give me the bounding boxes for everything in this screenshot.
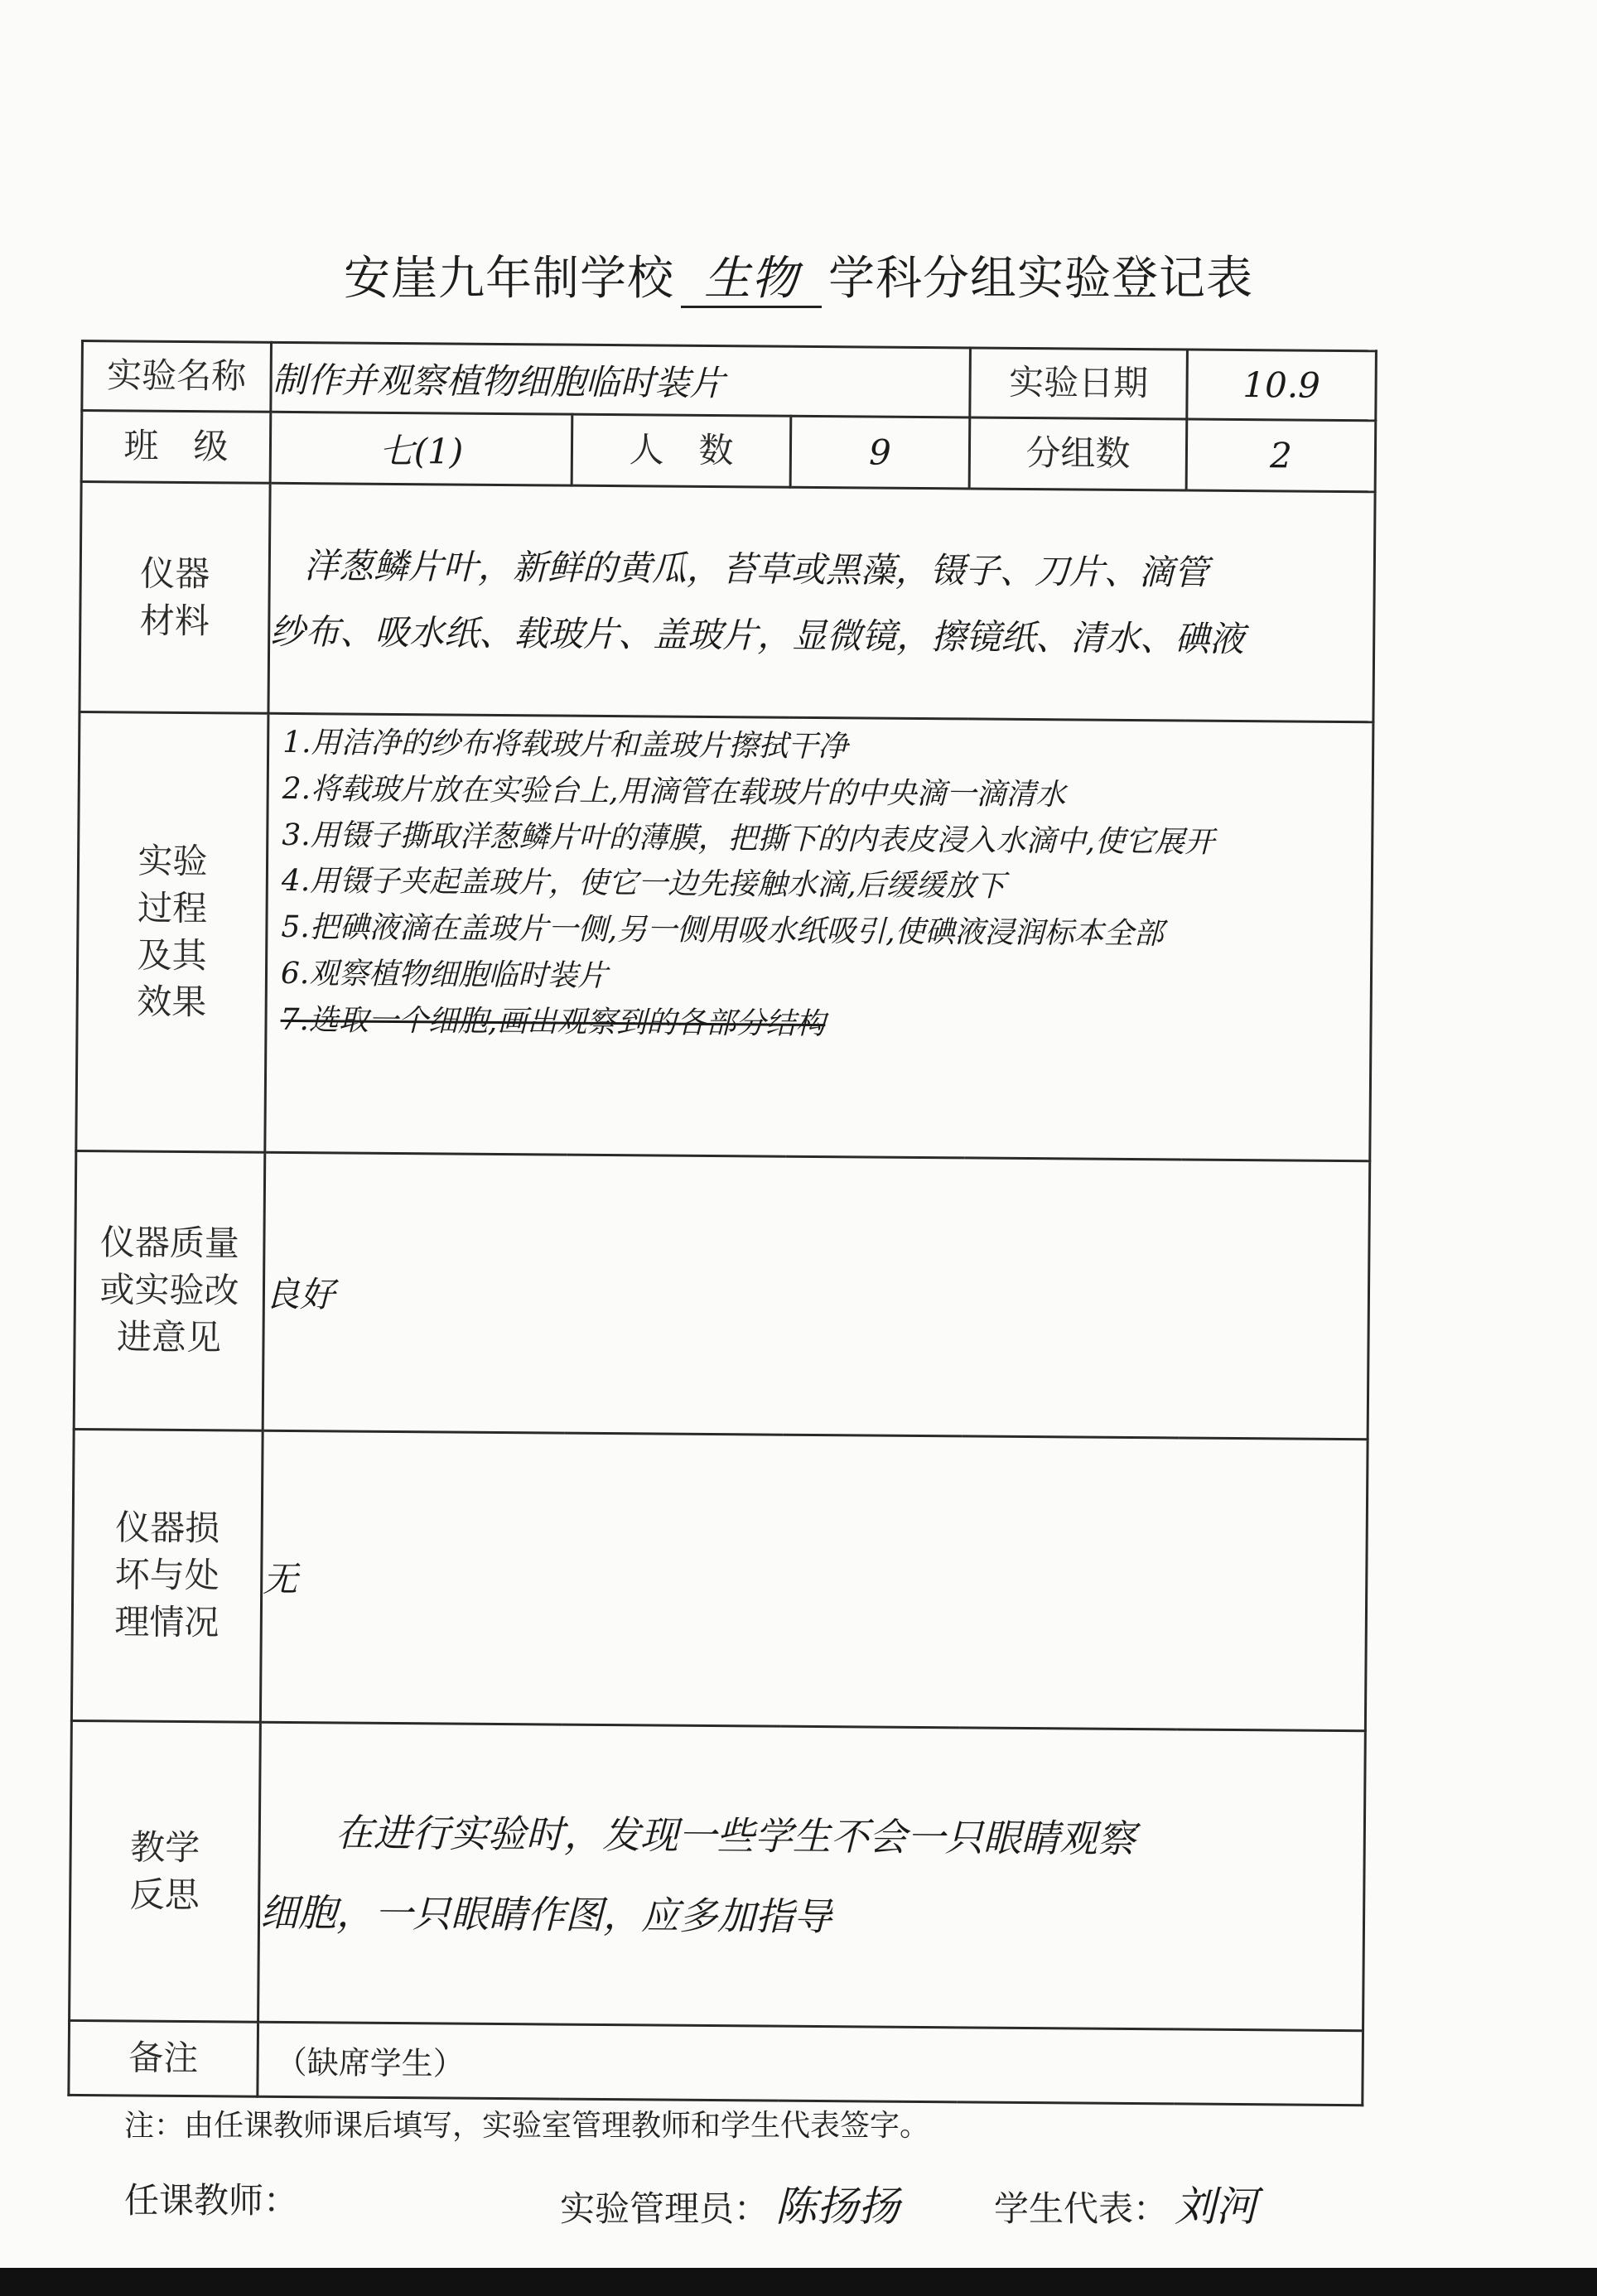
row-reflection xyxy=(70,1720,1366,2030)
remarks-value: （缺席学生） xyxy=(258,2022,1363,2105)
row-experiment-name xyxy=(82,341,1377,421)
row-remarks xyxy=(69,2020,1363,2105)
process-step: 7.选取一个细胞,画出观察到的各部分结构 xyxy=(280,1002,826,1041)
reflection-line: 细胞，一只眼睛作图，应多加指导 xyxy=(259,1889,832,1939)
class-label: 班 级 xyxy=(81,411,271,484)
title-suffix: 学科分组实验登记表 xyxy=(828,252,1253,306)
admin-signature-block xyxy=(560,2173,900,2233)
damage-label xyxy=(71,1429,263,1722)
scan-page-edge xyxy=(0,2268,1597,2296)
process-label-text: 实验过程及其效果 xyxy=(137,840,208,1023)
experiment-register-form xyxy=(67,340,1377,2106)
process-step: 4.用镊子夹起盖玻片，使它一边先接触水滴,后缓缓放下 xyxy=(281,864,1006,904)
experiment-date-value: 10.9 xyxy=(1187,350,1377,421)
reflection-value xyxy=(258,1722,1366,2030)
admin-signature: 陈扬扬 xyxy=(775,2183,900,2231)
admin-label: 实验管理员： xyxy=(560,2188,770,2229)
quality-label-text: 仪器质量或实验改进意见 xyxy=(99,1222,240,1358)
footer-note: 注：由任课教师课后填写，实验室管理教师和学生代表签字。 xyxy=(124,2109,930,2143)
quality-label xyxy=(74,1150,265,1430)
process-step: 5.把碘液滴在盖玻片一侧,另一侧用吸水纸吸引,使碘液浸润标本全部 xyxy=(281,910,1164,952)
student-label: 学生代表： xyxy=(994,2188,1169,2229)
groups-label: 分组数 xyxy=(969,417,1187,490)
groups-value: 2 xyxy=(1186,419,1376,492)
teacher-signature-block xyxy=(124,2173,305,2223)
experiment-name-value: 制作并观察植物细胞临时装片 xyxy=(271,342,971,417)
process-steps xyxy=(265,713,1373,1160)
process-step: 2.将载玻片放在实验台上,用滴管在载玻片的中央滴一滴清水 xyxy=(282,771,1066,813)
count-value: 9 xyxy=(790,416,970,489)
row-class xyxy=(81,411,1376,492)
experiment-name-label: 实验名称 xyxy=(82,341,272,412)
quality-value: 良好 xyxy=(263,1152,1370,1439)
count-label: 人 数 xyxy=(572,414,791,487)
reflection-line: 在进行实验时，发现一些学生不会一只眼睛观察 xyxy=(335,1810,1136,1861)
damage-value: 无 xyxy=(260,1430,1368,1730)
process-step: 3.用镊子撕取洋葱鳞片叶的薄膜，把撕下的内表皮浸入水滴中,使它展开 xyxy=(282,818,1215,860)
reflection-label xyxy=(70,1720,261,2022)
process-label xyxy=(76,711,268,1152)
experiment-date-label: 实验日期 xyxy=(970,348,1188,419)
damage-label-text: 仪器损坏与处理情况 xyxy=(114,1507,220,1643)
row-quality xyxy=(74,1150,1370,1439)
class-value: 七(1) xyxy=(270,412,572,485)
title-prefix: 安崖九年制学校 xyxy=(344,252,674,306)
document-title xyxy=(0,242,1597,308)
materials-label xyxy=(80,482,270,714)
materials-label-text: 仪器材料 xyxy=(139,552,210,641)
materials-line: 纱布、吸水纸、载玻片、盖玻片，显微镜，擦镜纸、清水、碘液 xyxy=(270,610,1245,659)
row-damage xyxy=(71,1429,1368,1730)
process-step: 1.用洁净的纱布将载玻片和盖玻片擦拭干净 xyxy=(282,725,848,765)
title-subject: 生物 xyxy=(681,253,822,308)
student-signature-block xyxy=(994,2173,1257,2233)
process-step: 6.观察植物细胞临时装片 xyxy=(280,956,608,993)
row-materials xyxy=(80,482,1375,722)
row-process xyxy=(76,711,1373,1160)
materials-line: 洋葱鳞片叶，新鲜的黄瓜，苔草或黑藻，镊子、刀片、滴管 xyxy=(303,544,1209,593)
teacher-label: 任课教师： xyxy=(124,2180,299,2221)
student-signature: 刘河 xyxy=(1175,2183,1258,2231)
remarks-label: 备注 xyxy=(69,2020,258,2096)
reflection-label-text: 教学反思 xyxy=(129,1826,200,1915)
materials-value xyxy=(268,483,1375,721)
